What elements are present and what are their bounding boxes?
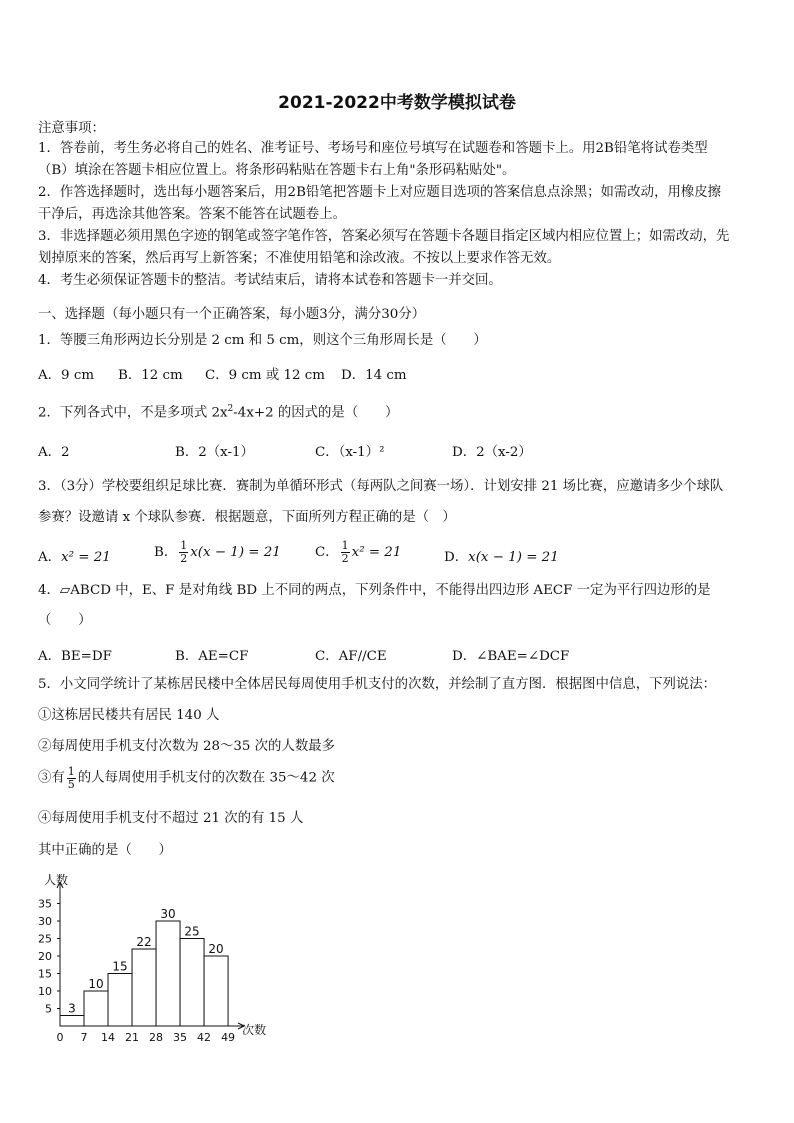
notice-line-3: 2．作答选择题时，选出每小题答案后，用2B铅笔把答题卡上对应题目选项的答案信息点涂黑；如需改动，用橡皮擦 <box>38 185 722 200</box>
statement-2: ②每周使用手机支付次数为 28～35 次的人数最多 <box>38 739 336 754</box>
notice-line-1: 1．答卷前，考生务必将自己的姓名、准考证号、考场号和座位号填写在试题卷和答题卡上。用2B铅笔将试卷类型 <box>38 141 708 156</box>
q1-option-a[interactable]: A．9 cm <box>38 368 95 383</box>
bar-value-label: 10 <box>88 977 104 991</box>
q3-option-a-label: A． <box>38 550 62 565</box>
bar-value-label: 25 <box>184 924 200 939</box>
question-2-stem <box>38 400 768 422</box>
q3-option-c-denominator: 2 <box>341 552 349 565</box>
y-axis-label: 人数 <box>44 873 69 887</box>
q2-stem-part-a: 2．下列各式中，不是多项式 2x <box>38 405 228 421</box>
q2-option-c[interactable]: C．（x-1）² <box>315 445 385 460</box>
q2-option-a[interactable]: A．2 <box>38 445 70 460</box>
q3-option-c[interactable] <box>315 540 401 565</box>
x-tick-label: 42 <box>197 1031 212 1044</box>
q1-option-c[interactable]: C．9 cm 或 12 cm <box>205 368 326 383</box>
q4-option-d[interactable]: D．∠BAE=∠DCF <box>452 649 570 664</box>
question-2-options <box>38 441 768 461</box>
y-tick-label: 30 <box>38 915 52 928</box>
question-4-options <box>38 645 768 665</box>
statement-3-fraction <box>67 766 76 791</box>
q3-option-b[interactable] <box>154 540 281 565</box>
q4-option-b[interactable]: B．AE=CF <box>175 649 249 664</box>
statement-3 <box>38 766 768 800</box>
question-5-stem: 5．小文同学统计了某栋居民楼中全体居民每周使用手机支付的次数，并绘制了直方图．根据图中信息，下列说法： <box>38 677 717 692</box>
statement-3-denominator: 5 <box>67 778 75 791</box>
notice-line-6: 划掉原来的答案，然后再写上新答案；不准使用铅笔和涂改液。不按以上要求作答无效。 <box>38 251 561 266</box>
bar-value-label: 15 <box>112 959 128 974</box>
q1-option-d[interactable]: D．14 cm <box>341 368 407 383</box>
q1-option-b[interactable]: B．12 cm <box>118 368 183 383</box>
question-1-options <box>38 364 768 384</box>
y-tick-label: 35 <box>38 897 52 911</box>
q2-option-b[interactable]: B．2（x-1） <box>175 445 254 460</box>
y-tick-label: 15 <box>38 967 52 981</box>
histogram-bar <box>84 991 108 1026</box>
question-3-options <box>38 540 768 574</box>
statement-3-part-b: 的人每周使用手机支付的次数在 35～42 次 <box>77 770 335 786</box>
bar-value-label: 3 <box>68 1001 76 1016</box>
statement-3-numerator: 1 <box>67 765 75 778</box>
q3-option-c-label: C． <box>315 545 339 560</box>
histogram-bar <box>204 956 228 1026</box>
histogram-chart <box>30 868 267 1048</box>
x-axis-label: 次数 <box>242 1023 267 1037</box>
q3-option-a-expr: x² = 21 <box>61 550 111 565</box>
bar-value-label: 30 <box>160 907 176 921</box>
question-5-ask: 其中正确的是（ ） <box>38 843 172 858</box>
notice-line-7: 4．考生必须保证答题卡的整洁。考试结束后，请将本试卷和答题卡一并交回。 <box>38 273 502 288</box>
notice-line-2: （B）填涂在答题卡相应位置上。将条形码粘贴在答题卡右上角"条形码粘贴处"。 <box>38 163 516 178</box>
q2-stem-part-b: -4x+2 的因式的是（ ） <box>233 405 399 421</box>
q3-option-b-expr: x(x − 1) = 21 <box>190 545 281 560</box>
x-tick-label: 7 <box>80 1031 88 1044</box>
statement-1: ①这栋居民楼共有居民 140 人 <box>38 708 220 723</box>
question-1-stem: 1．等腰三角形两边长分别是 2 cm 和 5 cm，则这个三角形周长是（ ） <box>38 333 487 348</box>
notice-line-4: 干净后，再选涂其他答案。答案不能答在试题卷上。 <box>38 207 346 222</box>
question-4-line-2: （ ） <box>38 613 92 628</box>
x-tick-label: 14 <box>101 1031 116 1044</box>
notice-line-5: 3．非选择题必须用黑色字迹的钢笔或签字笔作答，答案必须写在答题卡各题目指定区域内相应位置上；如需改动，先 <box>38 229 730 244</box>
y-tick-label: 10 <box>38 985 52 998</box>
histogram-bar <box>108 974 132 1027</box>
q2-option-d[interactable]: D．2（x-2） <box>452 445 532 460</box>
histogram-bar <box>156 921 180 1026</box>
x-tick-label: 21 <box>125 1031 140 1044</box>
question-3-line-1: 3．（3分）学校要组织足球比赛．赛制为单循环形式（每两队之间赛一场）．计划安排 21 场比赛，应邀请多少个球队 <box>38 479 724 494</box>
q3-option-b-numerator: 1 <box>180 539 188 552</box>
q3-option-b-fraction <box>179 540 188 565</box>
histogram-bar <box>60 1016 84 1027</box>
x-tick-label: 49 <box>221 1031 236 1044</box>
section-heading: 一、选择题（每小题只有一个正确答案，每小题3分，满分30分） <box>38 307 426 322</box>
y-tick-label: 20 <box>38 950 52 963</box>
q3-option-d-label: D． <box>444 550 469 565</box>
q2-stem-exponent: 2 <box>227 404 234 414</box>
bar-value-label: 22 <box>136 935 152 949</box>
q3-option-c-expr: x² = 21 <box>351 545 402 560</box>
notice-heading: 注意事项： <box>38 121 105 136</box>
q3-option-c-fraction <box>341 540 350 565</box>
q3-option-a[interactable] <box>38 546 111 565</box>
statement-3-part-a: ③有 <box>38 770 65 786</box>
x-tick-label: 0 <box>56 1031 64 1044</box>
q4-option-a[interactable]: A．BE=DF <box>38 649 112 664</box>
q4-option-c[interactable]: C．AF//CE <box>315 649 387 664</box>
q3-option-b-denominator: 2 <box>180 552 188 565</box>
question-3-line-2: 参赛？设邀请 x 个球队参赛．根据题意，下面所列方程正确的是（ ） <box>38 510 456 525</box>
question-4-line-1: 4．▱ABCD 中，E、F 是对角线 BD 上不同的两点，下列条件中，不能得出四边形 AECF 一定为平行四边形的是 <box>38 583 711 598</box>
q3-option-d-expr: x(x − 1) = 21 <box>468 550 559 565</box>
q3-option-c-numerator: 1 <box>341 539 349 552</box>
histogram-bar <box>132 949 156 1026</box>
x-tick-label: 28 <box>149 1031 164 1044</box>
histogram-bar <box>180 939 204 1027</box>
y-tick-label: 5 <box>45 1002 52 1016</box>
bar-value-label: 20 <box>208 942 224 956</box>
x-tick-label: 35 <box>173 1031 188 1044</box>
statement-4: ④每周使用手机支付不超过 21 次的有 15 人 <box>38 811 304 826</box>
q3-option-b-label: B． <box>154 545 178 560</box>
y-tick-label: 25 <box>38 932 52 946</box>
page-title: 2021-2022中考数学模拟试卷 <box>278 93 516 113</box>
q3-option-d[interactable] <box>444 546 559 565</box>
